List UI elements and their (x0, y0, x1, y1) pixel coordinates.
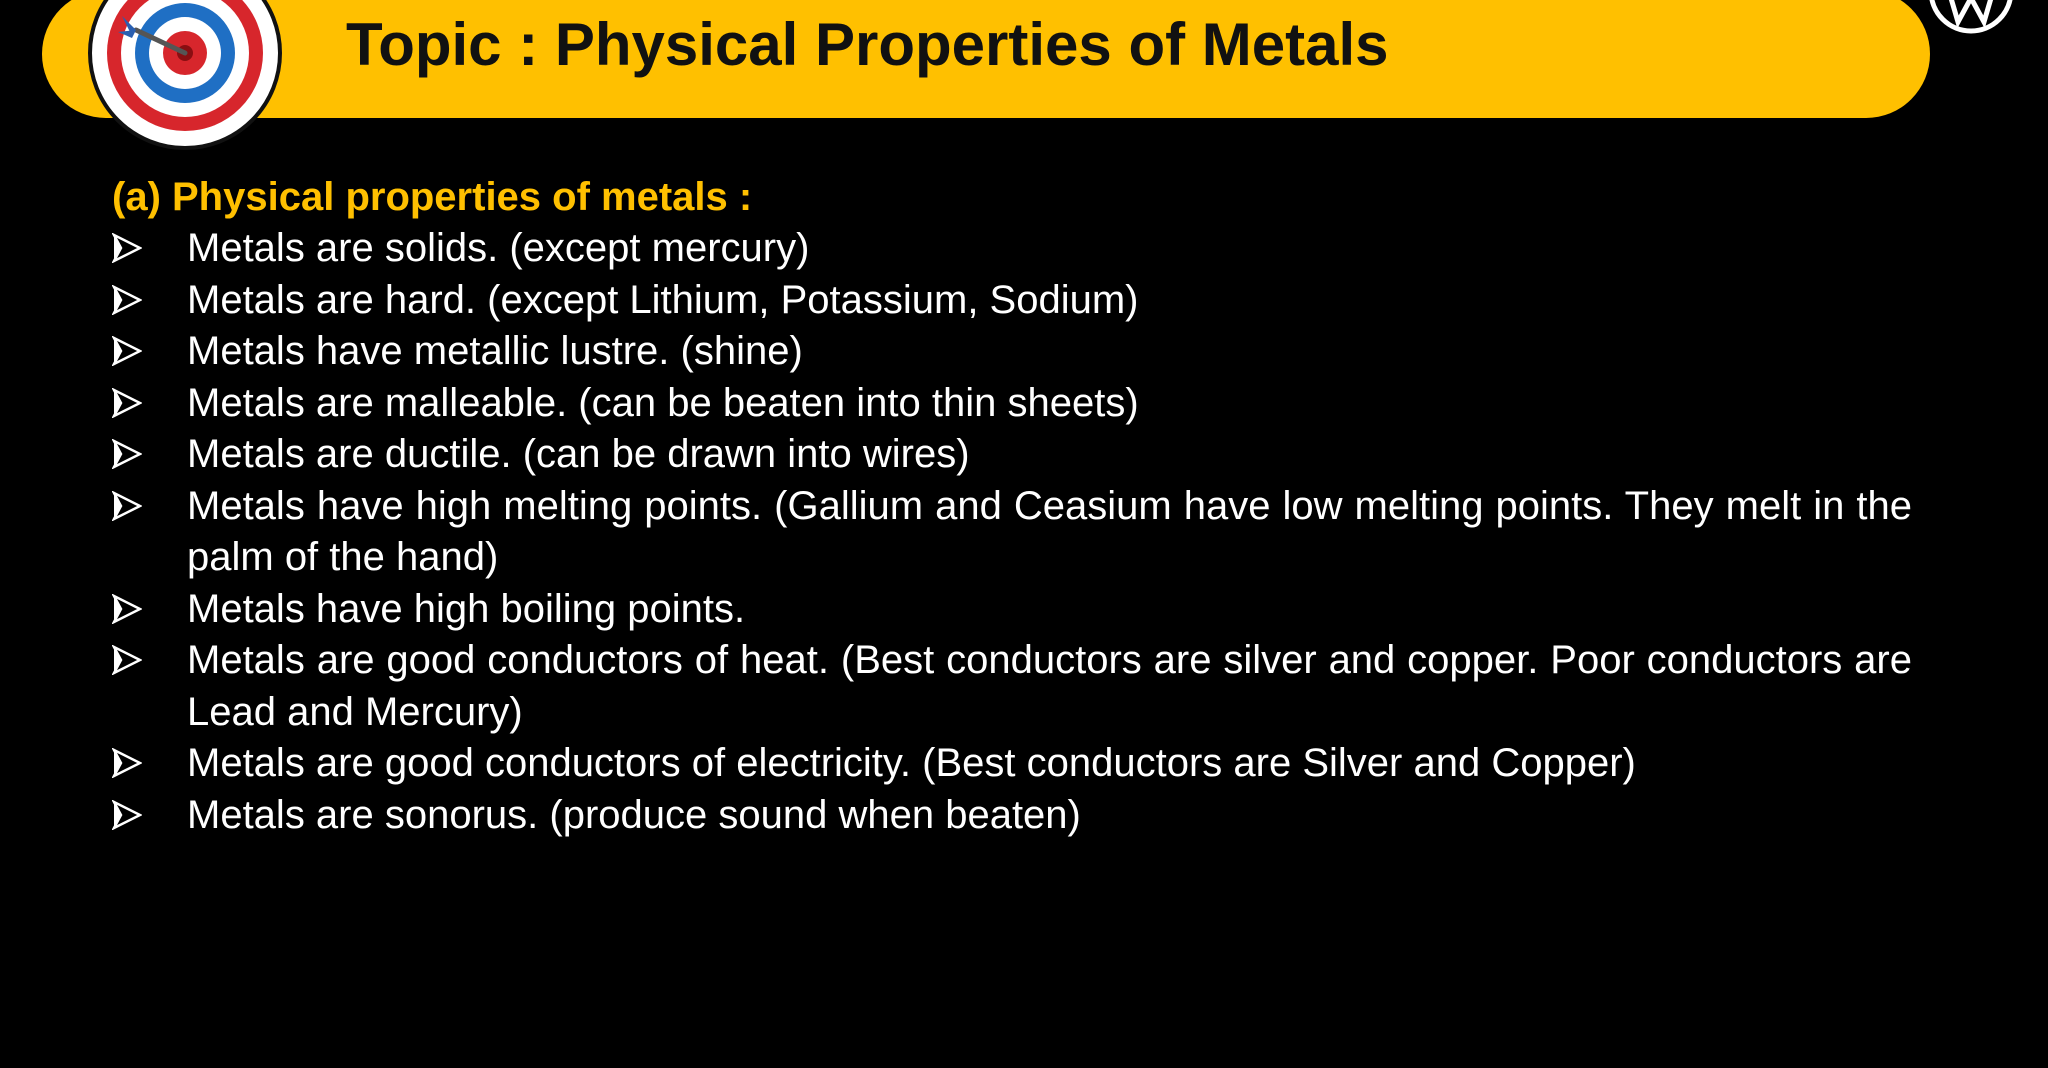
list-item-text: Metals are malleable. (can be beaten into thin sheets) (187, 380, 1139, 425)
arrowhead-bullet-icon (112, 388, 142, 418)
arrowhead-bullet-icon (112, 285, 142, 315)
list-item (112, 429, 1912, 481)
list-item-text: Metals have high boiling points. (187, 586, 746, 631)
target-with-dart-icon (88, 0, 282, 150)
list-item-text: Metals are good conductors of heat. (Best conductors are silver and copper. Poor conductors are Lead and Mercury) (187, 638, 1912, 734)
list-item (112, 223, 1912, 275)
list-item (112, 584, 1912, 636)
list-item-text: Metals are solids. (except mercury) (187, 226, 810, 270)
list-item-text: Metals have high melting points. (Gallium and Ceasium have low melting points. They melt in the palm of the hand) (187, 483, 1912, 579)
arrowhead-bullet-icon (112, 233, 142, 263)
list-item-text: Metals are hard. (except Lithium, Potassium, Sodium) (187, 277, 1139, 322)
arrowhead-bullet-icon (112, 645, 142, 675)
list-item (112, 378, 1912, 430)
list-item-text: Metals are ductile. (can be drawn into wires) (187, 432, 970, 476)
list-item (112, 481, 1912, 584)
list-item (112, 326, 1912, 378)
arrowhead-bullet-icon (112, 748, 142, 778)
arrowhead-bullet-icon (112, 800, 142, 830)
arrowhead-bullet-icon (112, 594, 142, 624)
list-item (112, 635, 1912, 738)
logo-icon (1928, 0, 2014, 34)
properties-list (112, 223, 1912, 841)
list-item-text: Metals are sonorus. (produce sound when beaten) (187, 792, 1081, 837)
list-item (112, 738, 1912, 790)
list-item (112, 790, 1912, 842)
content-area (112, 172, 1912, 841)
arrowhead-bullet-icon (112, 491, 142, 521)
list-item-text: Metals have metallic lustre. (shine) (187, 329, 803, 373)
title-banner (42, 0, 1930, 118)
arrowhead-bullet-icon (112, 439, 142, 469)
list-item-text: Metals are good conductors of electricity. (Best conductors are Silver and Copper) (187, 741, 1636, 785)
arrowhead-bullet-icon (112, 336, 142, 366)
section-heading: (a) Physical properties of metals : (112, 175, 753, 219)
slide-title: Topic : Physical Properties of Metals (346, 11, 1389, 78)
list-item (112, 275, 1912, 327)
